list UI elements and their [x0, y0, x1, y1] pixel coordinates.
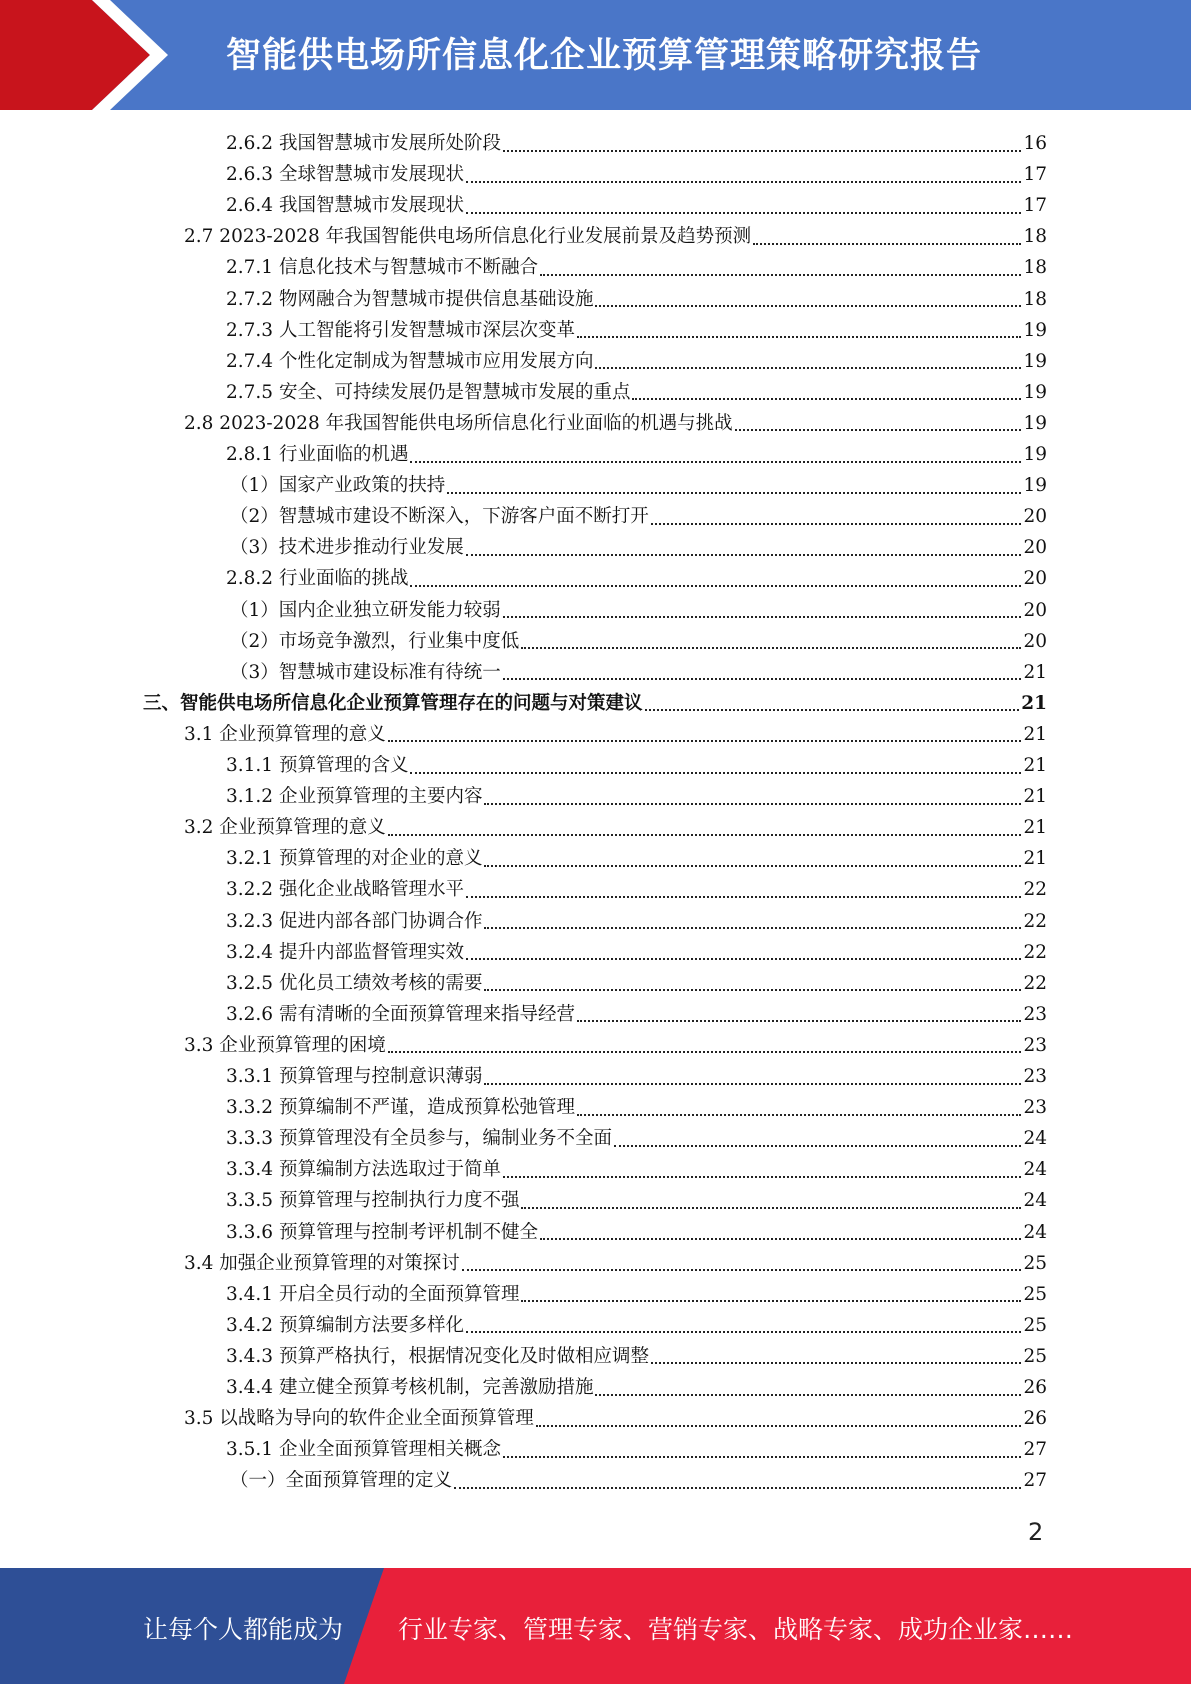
toc-leader-dots — [410, 772, 1021, 774]
toc-entry-title: 3.1.1 预算管理的含义 — [226, 755, 409, 776]
toc-leader-dots — [632, 398, 1021, 400]
toc-leader-dots — [484, 803, 1021, 805]
toc-leader-dots — [484, 927, 1021, 929]
toc-entry-title: 3.3.1 预算管理与控制意识薄弱 — [226, 1066, 483, 1087]
toc-leader-dots — [735, 429, 1022, 431]
toc-entry-page: 21 — [1023, 755, 1047, 776]
toc-entry-page: 22 — [1023, 972, 1047, 994]
toc-leader-dots — [466, 181, 1021, 183]
toc-entry-page: 17 — [1023, 195, 1047, 217]
toc-entry-title: 3.4.4 建立健全预算考核机制，完善激励措施 — [226, 1377, 594, 1398]
toc-entry-page: 24 — [1023, 1221, 1047, 1243]
toc-entry[interactable] — [226, 128, 1047, 159]
toc-entry-page: 19 — [1023, 381, 1047, 403]
page-number: 2 — [1028, 1518, 1044, 1546]
toc-entry-page: 20 — [1023, 506, 1047, 528]
toc-entry[interactable] — [184, 719, 1047, 750]
toc-entry-page: 21 — [1023, 786, 1047, 808]
toc-entry-title: 2.8.1 行业面临的机遇 — [226, 444, 409, 465]
toc-entry-page: 18 — [1023, 257, 1047, 279]
toc-entry-page: 23 — [1023, 1034, 1047, 1056]
toc-leader-dots — [645, 709, 1020, 711]
toc-entry-page: 22 — [1023, 941, 1047, 963]
toc-entry-title: （1）国家产业政策的扶持 — [230, 475, 446, 497]
toc-entry-title: 3.2.6 需有清晰的全面预算管理来指导经营 — [226, 1003, 575, 1025]
toc-entry[interactable] — [226, 190, 1047, 221]
toc-leader-dots — [503, 678, 1022, 680]
toc-entry[interactable] — [184, 1248, 1047, 1279]
toc-entry-page: 25 — [1023, 1252, 1047, 1274]
toc-entry-title: 3.5.1 企业全面预算管理相关概念 — [226, 1439, 501, 1461]
toc-entry[interactable] — [226, 284, 1047, 315]
toc-entry-title: （3）技术进步推动行业发展 — [230, 537, 464, 559]
toc-leader-dots — [503, 1456, 1021, 1458]
toc-entry[interactable] — [226, 1061, 1047, 1092]
toc-entry-title: 3.2.1 预算管理的对企业的意义 — [226, 848, 483, 870]
toc-leader-dots — [466, 212, 1021, 214]
toc-leader-dots — [388, 1051, 1022, 1053]
toc-entry-title: 2.8.2 行业面临的挑战 — [226, 568, 409, 590]
toc-entry-title: 3.4.3 预算严格执行，根据情况变化及时做相应调整 — [226, 1345, 649, 1367]
toc-entry-page: 19 — [1023, 444, 1047, 465]
toc-leader-dots — [466, 1331, 1021, 1333]
toc-entry-title: 2.7.5 安全、可持续发展仍是智慧城市发展的重点 — [226, 381, 631, 403]
toc-entry-page: 21 — [1023, 723, 1047, 745]
toc-entry[interactable] — [226, 999, 1047, 1030]
toc-entry-page: 26 — [1023, 1408, 1047, 1430]
toc-entry[interactable] — [226, 1123, 1047, 1154]
toc-entry-page: 16 — [1023, 133, 1047, 154]
toc-entry-page: 23 — [1023, 1003, 1047, 1025]
toc-entry-page: 25 — [1023, 1283, 1047, 1305]
toc-leader-dots — [462, 1269, 1022, 1271]
toc-entry-title: 3.4.2 预算编制方法要多样化 — [226, 1314, 464, 1336]
toc-leader-dots — [651, 523, 1022, 525]
toc-entry-page: 20 — [1023, 630, 1047, 652]
toc-entry-page: 24 — [1023, 1159, 1047, 1181]
toc-leader-dots — [454, 1487, 1021, 1489]
toc-entry[interactable] — [184, 812, 1047, 843]
toc-entry-title: 三、智能供电场所信息化企业预算管理存在的问题与对策建议 — [143, 692, 643, 714]
toc-entry-page: 27 — [1023, 1470, 1047, 1492]
toc-entry-page: 20 — [1023, 537, 1047, 559]
toc-entry[interactable] — [230, 626, 1047, 657]
toc-entry[interactable] — [230, 595, 1047, 626]
toc-entry-page: 24 — [1023, 1128, 1047, 1150]
toc-entry-title: 3.3.2 预算编制不严谨，造成预算松弛管理 — [226, 1097, 575, 1119]
toc-entry-title: 3.3.5 预算管理与控制执行力度不强 — [226, 1190, 520, 1212]
toc-entry[interactable] — [226, 377, 1047, 408]
toc-entry-page: 27 — [1023, 1439, 1047, 1461]
toc-entry[interactable] — [230, 1465, 1047, 1496]
toc-entry-title: 2.7.4 个性化定制成为智慧城市应用发展方向 — [226, 350, 594, 372]
toc-entry-title: 2.7.3 人工智能将引发智慧城市深层次变革 — [226, 319, 575, 341]
toc-entry-title: 2.7 2023-2028 年我国智能供电场所信息化行业发展前景及趋势预测 — [184, 226, 752, 248]
page-footer — [0, 1568, 1191, 1684]
toc-entry-page: 21 — [1021, 692, 1047, 714]
toc-leader-dots — [536, 1425, 1022, 1427]
toc-entry[interactable] — [226, 1217, 1047, 1248]
toc-entry[interactable] — [226, 1341, 1047, 1372]
toc-entry[interactable] — [184, 408, 1047, 439]
toc-entry-page: 22 — [1023, 910, 1047, 932]
toc-entry-title: 3.5 以战略为导向的软件企业全面预算管理 — [184, 1408, 534, 1430]
toc-entry-page: 21 — [1023, 848, 1047, 870]
toc-entry-title: 3.2.2 强化企业战略管理水平 — [226, 879, 464, 901]
footer-slogan-left: 让每个人都能成为 — [143, 1615, 344, 1644]
toc-entry[interactable] — [226, 1092, 1047, 1123]
toc-entry[interactable] — [230, 470, 1047, 501]
toc-entry-title: 3.2 企业预算管理的意义 — [184, 817, 386, 839]
toc-entry-title: 3.4.1 开启全员行动的全面预算管理 — [226, 1283, 520, 1305]
page-header — [0, 0, 1191, 110]
toc-entry-page: 21 — [1023, 817, 1047, 839]
toc-entry-title: 3.4 加强企业预算管理的对策探讨 — [184, 1252, 460, 1274]
toc-entry[interactable] — [226, 750, 1047, 781]
toc-leader-dots — [577, 1114, 1021, 1116]
toc-entry-title: 3.3 企业预算管理的困境 — [184, 1034, 386, 1056]
toc-entry[interactable] — [226, 346, 1047, 377]
toc-leader-dots — [595, 305, 1021, 307]
toc-leader-dots — [503, 1176, 1021, 1178]
toc-leader-dots — [503, 616, 1022, 618]
toc-entry[interactable] — [230, 501, 1047, 532]
toc-entry[interactable] — [226, 843, 1047, 874]
toc-entry-title: （一）全面预算管理的定义 — [230, 1470, 453, 1492]
toc-entry[interactable] — [226, 1185, 1047, 1216]
toc-entry-page: 18 — [1023, 288, 1047, 310]
toc-entry-title: 3.2.4 提升内部监督管理实效 — [226, 941, 464, 963]
toc-entry[interactable] — [226, 1154, 1047, 1185]
toc-leader-dots — [447, 492, 1021, 494]
toc-entry[interactable] — [226, 937, 1047, 968]
toc-entry-page: 23 — [1023, 1097, 1047, 1119]
toc-entry-title: 2.7.2 物网融合为智慧城市提供信息基础设施 — [226, 288, 594, 310]
toc-leader-dots — [484, 989, 1021, 991]
toc-entry-page: 22 — [1023, 879, 1047, 901]
toc-entry[interactable] — [184, 221, 1047, 252]
toc-entry[interactable] — [226, 159, 1047, 190]
toc-entry-title: 3.2.3 促进内部各部门协调合作 — [226, 910, 483, 932]
toc-entry-title: 3.3.4 预算编制方法选取过于简单 — [226, 1159, 501, 1181]
toc-entry[interactable] — [230, 657, 1047, 688]
toc-leader-dots — [466, 554, 1022, 556]
toc-entry[interactable] — [226, 252, 1047, 283]
toc-entry-page: 24 — [1023, 1190, 1047, 1212]
toc-entry-page: 17 — [1023, 164, 1047, 186]
toc-leader-dots — [614, 1145, 1021, 1147]
toc-leader-dots — [540, 1238, 1021, 1240]
toc-leader-dots — [540, 274, 1021, 276]
toc-entry-title: 3.1.2 企业预算管理的主要内容 — [226, 786, 483, 808]
toc-entry[interactable] — [226, 781, 1047, 812]
toc-entry-page: 19 — [1023, 475, 1047, 497]
toc-entry-title: （2）智慧城市建设不断深入，下游客户面不断打开 — [230, 506, 649, 528]
toc-entry[interactable] — [226, 563, 1047, 594]
toc-entry[interactable] — [184, 1403, 1047, 1434]
toc-entry[interactable] — [226, 874, 1047, 905]
toc-entry[interactable] — [226, 1279, 1047, 1310]
toc-leader-dots — [595, 1394, 1021, 1396]
toc-entry-title: 3.1 企业预算管理的意义 — [184, 723, 386, 745]
toc-leader-dots — [410, 585, 1021, 587]
toc-entry-title: 2.6.2 我国智慧城市发展所处阶段 — [226, 133, 501, 154]
toc-leader-dots — [521, 647, 1021, 649]
toc-entry[interactable] — [226, 1310, 1047, 1341]
toc-entry[interactable] — [226, 906, 1047, 937]
toc-entry-title: 2.6.4 我国智慧城市发展现状 — [226, 195, 464, 217]
toc-leader-dots — [503, 150, 1021, 152]
toc-entry-title: （1）国内企业独立研发能力较弱 — [230, 599, 501, 621]
toc-entry[interactable] — [184, 1030, 1047, 1061]
document-title: 智能供电场所信息化企业预算管理策略研究报告 — [226, 36, 983, 76]
toc-leader-dots — [388, 834, 1022, 836]
toc-leader-dots — [753, 243, 1021, 245]
toc-leader-dots — [388, 740, 1022, 742]
toc-entry-page: 18 — [1023, 226, 1047, 248]
toc-entry[interactable] — [226, 968, 1047, 999]
toc-leader-dots — [651, 1362, 1021, 1364]
toc-entry-title: 3.2.5 优化员工绩效考核的需要 — [226, 972, 483, 994]
toc-entry[interactable] — [230, 532, 1047, 563]
toc-entry-page: 25 — [1023, 1314, 1047, 1336]
toc-entry-page: 20 — [1023, 568, 1047, 590]
footer-slogan-right: 行业专家、管理专家、营销专家、战略专家、成功企业家…… — [398, 1615, 1074, 1644]
toc-entry[interactable] — [226, 1372, 1047, 1403]
toc-entry-title: 3.3.6 预算管理与控制考评机制不健全 — [226, 1221, 538, 1243]
toc-leader-dots — [521, 1300, 1021, 1302]
toc-entry-title: 3.3.3 预算管理没有全员参与，编制业务不全面 — [226, 1128, 612, 1150]
toc-leader-dots — [595, 367, 1021, 369]
toc-leader-dots — [577, 1020, 1021, 1022]
toc-entry-page: 23 — [1023, 1066, 1047, 1087]
toc-entry-page: 19 — [1023, 319, 1047, 341]
toc-entry-title: 2.8 2023-2028 年我国智能供电场所信息化行业面临的机遇与挑战 — [184, 412, 733, 434]
toc-entry-page: 20 — [1023, 599, 1047, 621]
toc-leader-dots — [577, 336, 1021, 338]
toc-entry[interactable] — [226, 439, 1047, 470]
toc-entry-title: 2.7.1 信息化技术与智慧城市不断融合 — [226, 257, 538, 279]
toc-leader-dots — [410, 461, 1021, 463]
toc-leader-dots — [521, 1207, 1021, 1209]
toc-leader-dots — [466, 958, 1021, 960]
toc-leader-dots — [484, 1083, 1021, 1085]
toc-leader-dots — [484, 865, 1021, 867]
toc-entry[interactable] — [226, 1434, 1047, 1465]
toc-entry[interactable] — [143, 688, 1047, 719]
toc-entry-page: 26 — [1023, 1377, 1047, 1398]
toc-entry-page: 19 — [1023, 412, 1047, 434]
toc-leader-dots — [466, 896, 1021, 898]
toc-entry-page: 19 — [1023, 350, 1047, 372]
toc-entry-page: 25 — [1023, 1345, 1047, 1367]
toc-entry-title: （3）智慧城市建设标准有待统一 — [230, 661, 501, 683]
toc-entry-page: 21 — [1023, 661, 1047, 683]
toc-entry-title: 2.6.3 全球智慧城市发展现状 — [226, 164, 464, 186]
toc-entry[interactable] — [226, 315, 1047, 346]
toc-entry-title: （2）市场竞争激烈，行业集中度低 — [230, 630, 520, 652]
